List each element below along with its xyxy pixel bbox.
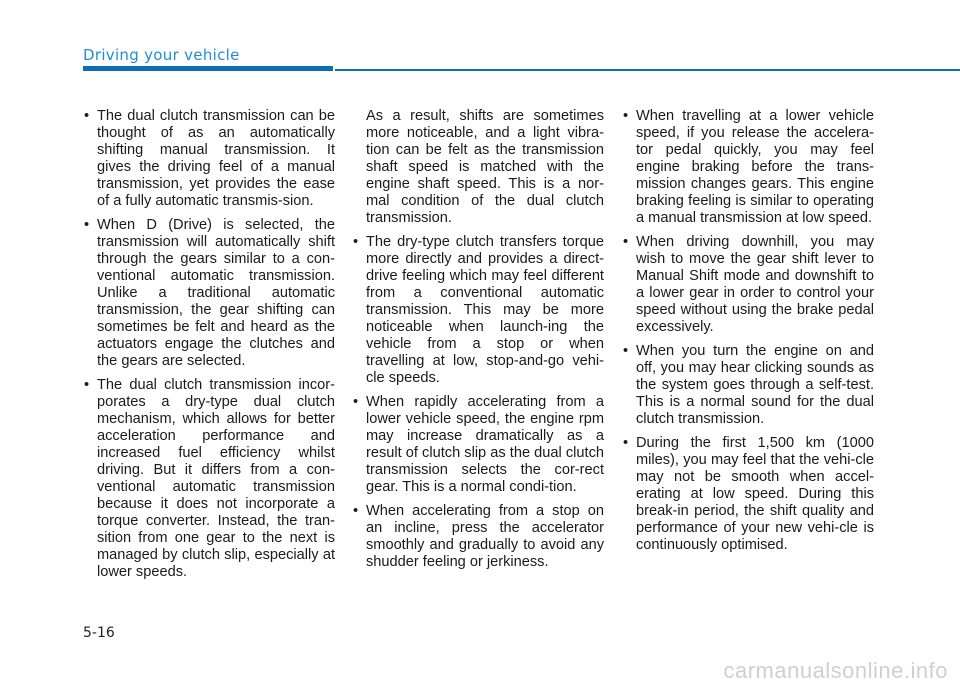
bullet-item: • During the first 1,500 km (1000 miles), you may feel that the vehi-cle may not be smooth when accel-erating at low speed. During this break-in period, the shift quality and performance of your new vehi-cle is continuously optimised.	[622, 435, 874, 554]
bullet-item: • When driving downhill, you may wish to move the gear shift lever to Manual Shift mode and downshift to a lower gear in order to control your speed without using the brake pedal excessively.	[622, 234, 874, 336]
bullet-item: • When travelling at a lower vehicle speed, if you release the accelera-tor pedal quickly, you may feel engine braking before the trans-mission changes gears. This engine braking feeling is similar to operating a manual transmission at low speed.	[622, 108, 874, 227]
continuation-paragraph: As a result, shifts are sometimes more noticeable, and a light vibra-tion can be felt as the transmission shaft speed is matched with the engine shaft speed. This is a nor-mal condition of the dual clutch transmission.	[366, 108, 604, 226]
watermark: carmanualsonline.info	[723, 658, 948, 683]
column-2	[352, 108, 604, 578]
column-1	[83, 108, 335, 588]
bullet-item: • When rapidly accelerating from a lower vehicle speed, the engine rpm may increase dramatically as a result of clutch slip as the dual clutch transmission selects the cor-rect gear. This is a normal condi-tion.	[352, 394, 604, 496]
header-rule	[335, 69, 960, 71]
section-title: Driving your vehicle	[83, 46, 240, 64]
header-bar	[83, 66, 333, 71]
bullet-item: • The dry-type clutch transfers torque more directly and provides a direct-drive feeling which may feel different from a conventional automatic transmission. This may be more noticeable when launch-ing the vehicle from a stop or when travelling at low, stop-and-go vehi-cle speeds.	[352, 234, 604, 387]
bullet-item: • The dual clutch transmission can be thought of as an automatically shifting manual transmission. It gives the driving feel of a manual transmission, yet provides the ease of a fully automatic transmis-sion.	[83, 108, 335, 210]
bullet-item: • The dual clutch transmission incor-porates a dry-type dual clutch mechanism, which allows for better acceleration performance and increased fuel efficiency whilst driving. But it differs from a con-ventional automatic transmission because it does not incorporate a torque converter. Instead, the tran-sition from one gear to the next is managed by clutch slip, especially at lower speeds.	[83, 377, 335, 581]
column-3	[622, 108, 874, 561]
page-number: 5-16	[83, 625, 115, 641]
bullet-item: • When you turn the engine on and off, you may hear clicking sounds as the system goes through a self-test. This is a normal sound for the dual clutch transmission.	[622, 343, 874, 428]
bullet-item: • When D (Drive) is selected, the transmission will automatically shift through the gears similar to a con-ventional automatic transmission. Unlike a traditional automatic transmission, the gear shifting can sometimes be felt and heard as the actuators engage the clutches and the gears are selected.	[83, 217, 335, 370]
bullet-item: • When accelerating from a stop on an incline, press the accelerator smoothly and gradually to avoid any shudder feeling or jerkiness.	[352, 503, 604, 571]
